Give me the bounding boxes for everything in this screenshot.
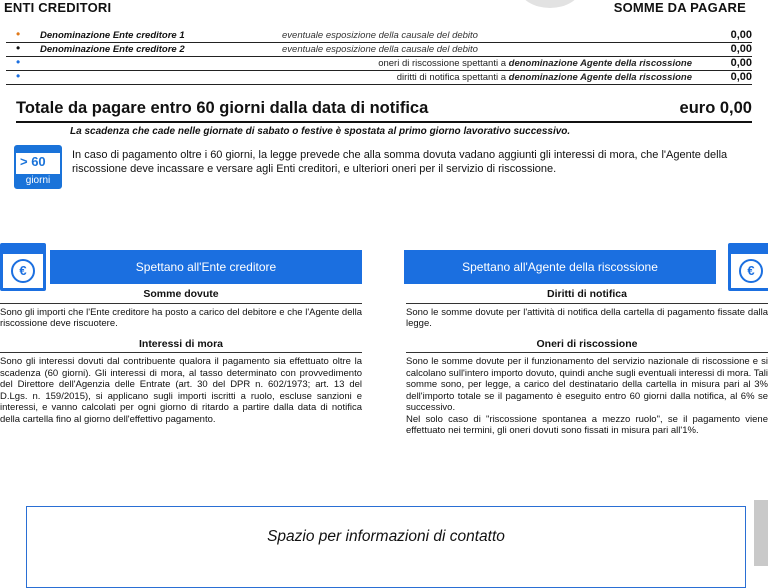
contact-info-box <box>26 506 746 588</box>
calendar-days: > 60 <box>20 154 46 169</box>
bullet: • <box>16 55 21 69</box>
left-column <box>0 289 362 425</box>
amount: 0,00 <box>730 57 752 69</box>
calendar-60-days-icon <box>14 145 62 189</box>
amount: 0,00 <box>730 71 752 83</box>
total-row <box>16 99 752 123</box>
agent-name: denominazione Agente della riscossione <box>508 72 692 83</box>
calendar-header <box>731 246 768 254</box>
table-row <box>6 57 752 71</box>
section-title: Diritti di notifica <box>406 289 768 304</box>
section-text: Sono gli importi che l'Ente creditore ha posto a carico del debitore e che l'Agente della riscossione deve riscuotere. <box>0 306 362 329</box>
section-title: Somme dovute <box>0 289 362 304</box>
right-column <box>406 289 768 437</box>
table-row <box>6 43 752 57</box>
euro-coin-icon: € <box>739 259 763 283</box>
amount: 0,00 <box>730 29 752 41</box>
section-title: Interessi di mora <box>0 339 362 354</box>
deadline-note: La scadenza che cade nelle giornate di sabato o festive è spostata al primo giorno lavorativo successivo. <box>70 126 571 137</box>
section-text: Sono le somme dovute per il funzionamento del servizio nazionale di riscossione e si calcolano sull'intero importo dovuto, quindi anche sugli eventuali interessi di mora. Tali somme sono, per legge, a carico del destinatario della cartella in misura pari al 3% dell'importo totale se il pagamento è eseguito entro 60 giorni dalla notifica, al 6% se successivo. <box>406 356 768 413</box>
table-row <box>6 29 752 43</box>
desc-prefix: oneri di riscossione spettanti a <box>378 58 506 69</box>
section-text: Sono gli interessi dovuti dal contribuente qualora il pagamento sia effettuato oltre la scadenza (60 giorni). Gli interessi di mora, al tasso determinato con provvedimento del Direttore dell'Agenzia delle Entrate (art. 30 del DPR n. 602/1973; art. 13 del D.Lgs. n. 159/2015), si applicano sugli importi iscritti a ruolo, escluse sanzioni e interessi, e vanno calcolati per ogni giorno di ritardo a partire dalla data di notifica della cartella fino al giorno dell'effettivo pagamento. <box>0 356 362 425</box>
table-row <box>6 71 752 85</box>
amounts-heading: SOMME DA PAGARE <box>613 0 746 15</box>
creditor-entitlement-bar: Spettano all'Ente creditore <box>50 250 362 284</box>
calendar-unit: giorni <box>16 174 60 187</box>
creditor-name: Denominazione Ente creditore 2 <box>40 44 185 55</box>
creditor-name: Denominazione Ente creditore 1 <box>40 30 185 41</box>
total-label: Totale da pagare entro 60 giorni dalla data di notifica <box>16 99 429 117</box>
euro-coin-calendar-icon <box>0 243 46 291</box>
contact-info-placeholder: Spazio per informazioni di contatto <box>267 528 505 545</box>
section-text: Nel solo caso di "riscossione spontanea a mezzo ruolo", se il pagamento viene effettuato nei termini, gli oneri dovuti sono fissati in misura pari all'1%. <box>406 413 768 436</box>
late-payment-text: In caso di pagamento oltre i 60 giorni, la legge prevede che alla somma dovuta vadano aggiunti gli interessi di mora, che l'Agente della riscossione deve incassare e versare agli Enti creditori, e ulteriori oneri per il servizio di riscossione. <box>72 149 728 175</box>
creditors-heading: ENTI CREDITORI <box>4 0 112 15</box>
section-title: Oneri di riscossione <box>406 339 768 354</box>
bullet: • <box>16 41 21 55</box>
calendar-header <box>16 147 60 153</box>
debt-table <box>6 29 752 85</box>
page-edge-shadow <box>754 500 768 566</box>
euro-coin-icon: € <box>11 259 35 283</box>
euro-coin-calendar-icon <box>728 243 768 291</box>
agent-entitlement-bar: Spettano all'Agente della riscossione <box>404 250 716 284</box>
collection-charges-desc <box>286 58 692 69</box>
section-text: Sono le somme dovute per l'attività di notifica della cartella di pagamento fissate dalla legge. <box>406 306 768 329</box>
decorative-blob <box>520 0 580 8</box>
debt-cause: eventuale esposizione della causale del debito <box>282 30 478 41</box>
notification-fees-desc <box>286 72 692 83</box>
bullet: • <box>16 27 21 41</box>
bullet: • <box>16 69 21 83</box>
agent-name: denominazione Agente della riscossione <box>508 58 692 69</box>
debt-cause: eventuale esposizione della causale del debito <box>282 44 478 55</box>
total-value: euro 0,00 <box>679 99 752 117</box>
calendar-header <box>3 246 43 254</box>
amount: 0,00 <box>730 43 752 55</box>
desc-prefix: diritti di notifica spettanti a <box>396 72 506 83</box>
